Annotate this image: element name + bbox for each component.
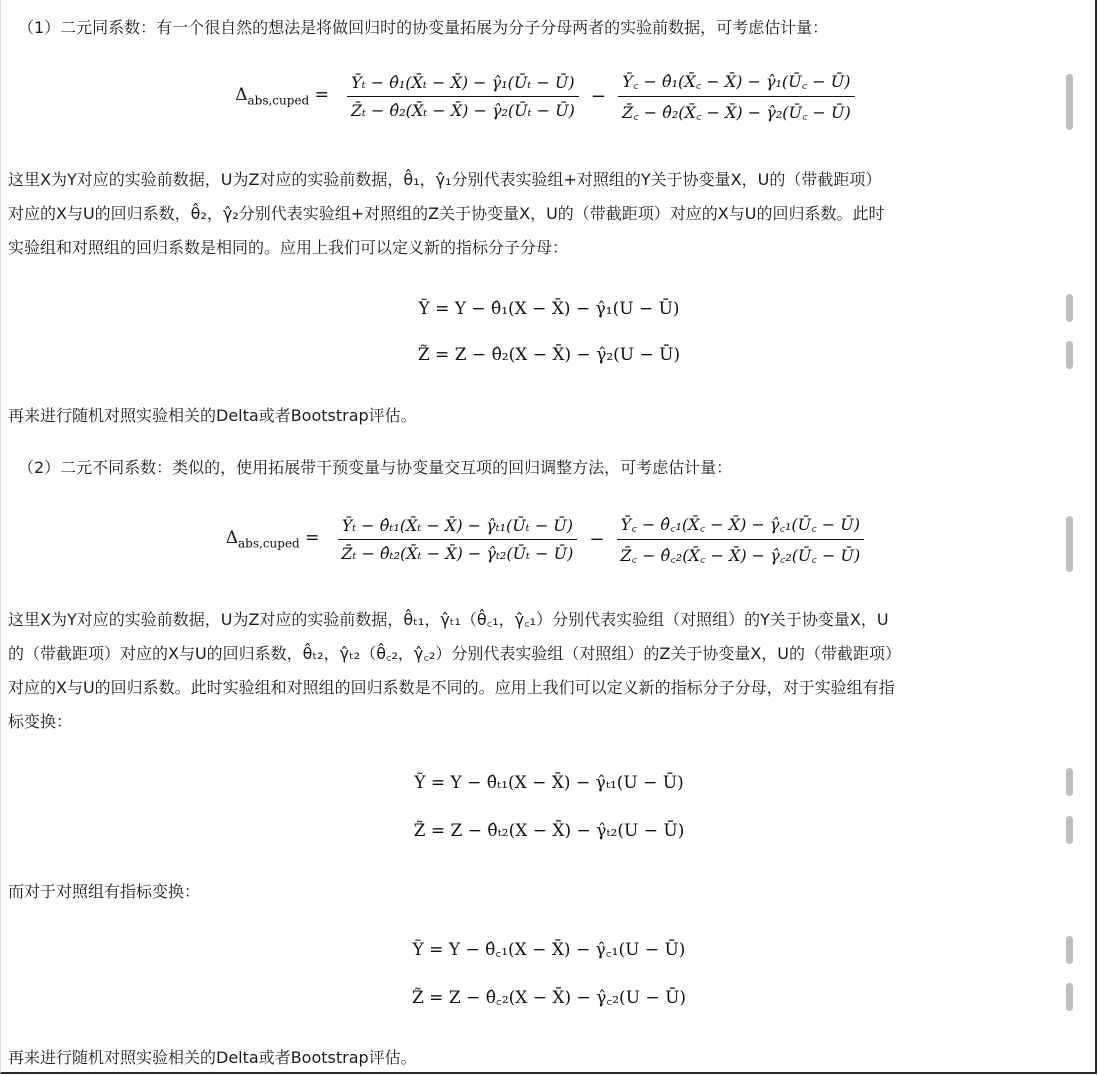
equation-scroll-handle[interactable] [1066, 74, 1073, 130]
treatment-fraction-2 [337, 516, 577, 563]
equation-scroll-handle[interactable] [1066, 294, 1073, 322]
section1-closing: 再来进行随机对照实验相关的Delta或者Bootstrap评估。 [8, 406, 417, 425]
equation-scroll-handle[interactable] [1066, 341, 1073, 369]
equation-scroll-handle[interactable] [1066, 983, 1073, 1011]
section2-paragraph-line3: 对应的X与U的回归系数。此时实验组和对照组的回归系数是不同的。应用上我们可以定义新的指标分子分母，对于实验组有指 [8, 678, 895, 697]
transformed-y-equation-1: Ỹ = Y − θ̂₁(X − X̄) − γ̂₁(U − Ū) [418, 299, 680, 319]
treatment-numerator-1: Ȳₜ − θ̂₁(X̄ₜ − X̄) − γ̂₁(Ūₜ − Ū) [347, 73, 578, 97]
equation-scroll-handle[interactable] [1066, 768, 1073, 796]
minus-sign-2: − [589, 529, 605, 550]
equation-scroll-handle[interactable] [1066, 816, 1073, 844]
control-denominator-1: Z̄꜀ − θ̂₂(X̄꜀ − X̄) − γ̂₂(Ū꜀ − Ū) [622, 103, 851, 122]
transformed-y-equation-control: Ỹ = Y − θ̂꜀₁(X − X̄) − γ̂꜀₁(U − Ū) [412, 940, 686, 960]
section1-paragraph-line1: 这里X为Y对应的实验前数据，U为Z对应的实验前数据，θ̂₁，γ̂₁分别代表实验组+对照组的Y关于协变量X，U的（带截距项） [8, 170, 882, 189]
control-fraction-2 [616, 513, 864, 566]
treatment-fraction-1 [347, 73, 579, 120]
treatment-denominator-2: Z̄ₜ − θ̂ₜ₂(X̄ₜ − X̄) − γ̂ₜ₂(Ūₜ − Ū) [341, 544, 574, 563]
section2-heading: （2）二元不同系数：类似的，使用拓展带干预变量与协变量交互项的回归调整方法，可考虑估计量： [18, 458, 733, 477]
section1-paragraph-line2: 对应的X与U的回归系数，θ̂₂，γ̂₂分别代表实验组+对照组的Z关于协变量X，U的（带截距项）对应的X与U的回归系数。此时 [8, 204, 885, 223]
minus-sign-1: − [590, 86, 606, 107]
control-fraction-1 [618, 70, 855, 123]
control-denominator-2: Z̄꜀ − θ̂꜀₂(X̄꜀ − X̄) − γ̂꜀₂(Ū꜀ − Ū) [620, 546, 861, 565]
delta-lhs-2: $\Delta_{abs,cuped}$ = [225, 528, 320, 551]
transformed-y-equation-treatment: Ỹ = Y − θ̂ₜ₁(X − X̄) − γ̂ₜ₁(U − Ū) [414, 773, 684, 793]
control-numerator-2: Ȳ꜀ − θ̂꜀₁(X̄꜀ − X̄) − γ̂꜀₁(Ū꜀ − Ū) [617, 513, 864, 540]
delta-formula-1 [0, 70, 1098, 123]
equation-scroll-handle[interactable] [1066, 516, 1073, 572]
section2-closing: 再来进行随机对照实验相关的Delta或者Bootstrap评估。 [8, 1048, 417, 1067]
transformed-z-equation-treatment: Z̃ = Z − θ̂ₜ₂(X − X̄) − γ̂ₜ₂(U − Ū) [413, 821, 685, 841]
section2-paragraph-line4: 标变换： [8, 712, 73, 731]
delta-lhs-1: $\Delta_{abs,cuped}$ = [235, 85, 329, 108]
control-group-intro: 而对于对照组有指标变换： [8, 882, 201, 901]
section2-paragraph-line1: 这里X为Y对应的实验前数据，U为Z对应的实验前数据，θ̂ₜ₁，γ̂ₜ₁（θ̂꜀₁，γ̂꜀₁）分别代表实验组（对照组）的Y关于协变量X，U [8, 610, 889, 629]
section1-heading: （1）二元同系数：有一个很自然的想法是将做回归时的协变量拓展为分子分母两者的实验前数据，可考虑估计量： [18, 18, 829, 37]
transformed-z-equation-control: Z̃ = Z − θ̂꜀₂(X − X̄) − γ̂꜀₂(U − Ū) [411, 988, 687, 1008]
transformed-z-equation-1: Z̃ = Z − θ̂₂(X − X̄) − γ̂₂(U − Ū) [417, 345, 681, 365]
treatment-denominator-1: Z̄ₜ − θ̂₂(X̄ₜ − X̄) − γ̂₂(Ūₜ − Ū) [350, 101, 575, 120]
equation-scroll-handle[interactable] [1066, 936, 1073, 964]
treatment-numerator-2: Ȳₜ − θ̂ₜ₁(X̄ₜ − X̄) − γ̂ₜ₁(Ūₜ − Ū) [338, 516, 577, 540]
section1-paragraph-line3: 实验组和对照组的回归系数是相同的。应用上我们可以定义新的指标分子分母： [8, 238, 569, 257]
delta-formula-2 [0, 513, 1098, 566]
section2-paragraph-line2: 的（带截距项）对应的X与U的回归系数，θ̂ₜ₂，γ̂ₜ₂（θ̂꜀₂，γ̂꜀₂）分别代表实验组（对照组）的Z关于协变量X，U的（带截距项） [8, 644, 901, 663]
control-numerator-1: Ȳ꜀ − θ̂₁(X̄꜀ − X̄) − γ̂₁(Ū꜀ − Ū) [618, 70, 854, 97]
